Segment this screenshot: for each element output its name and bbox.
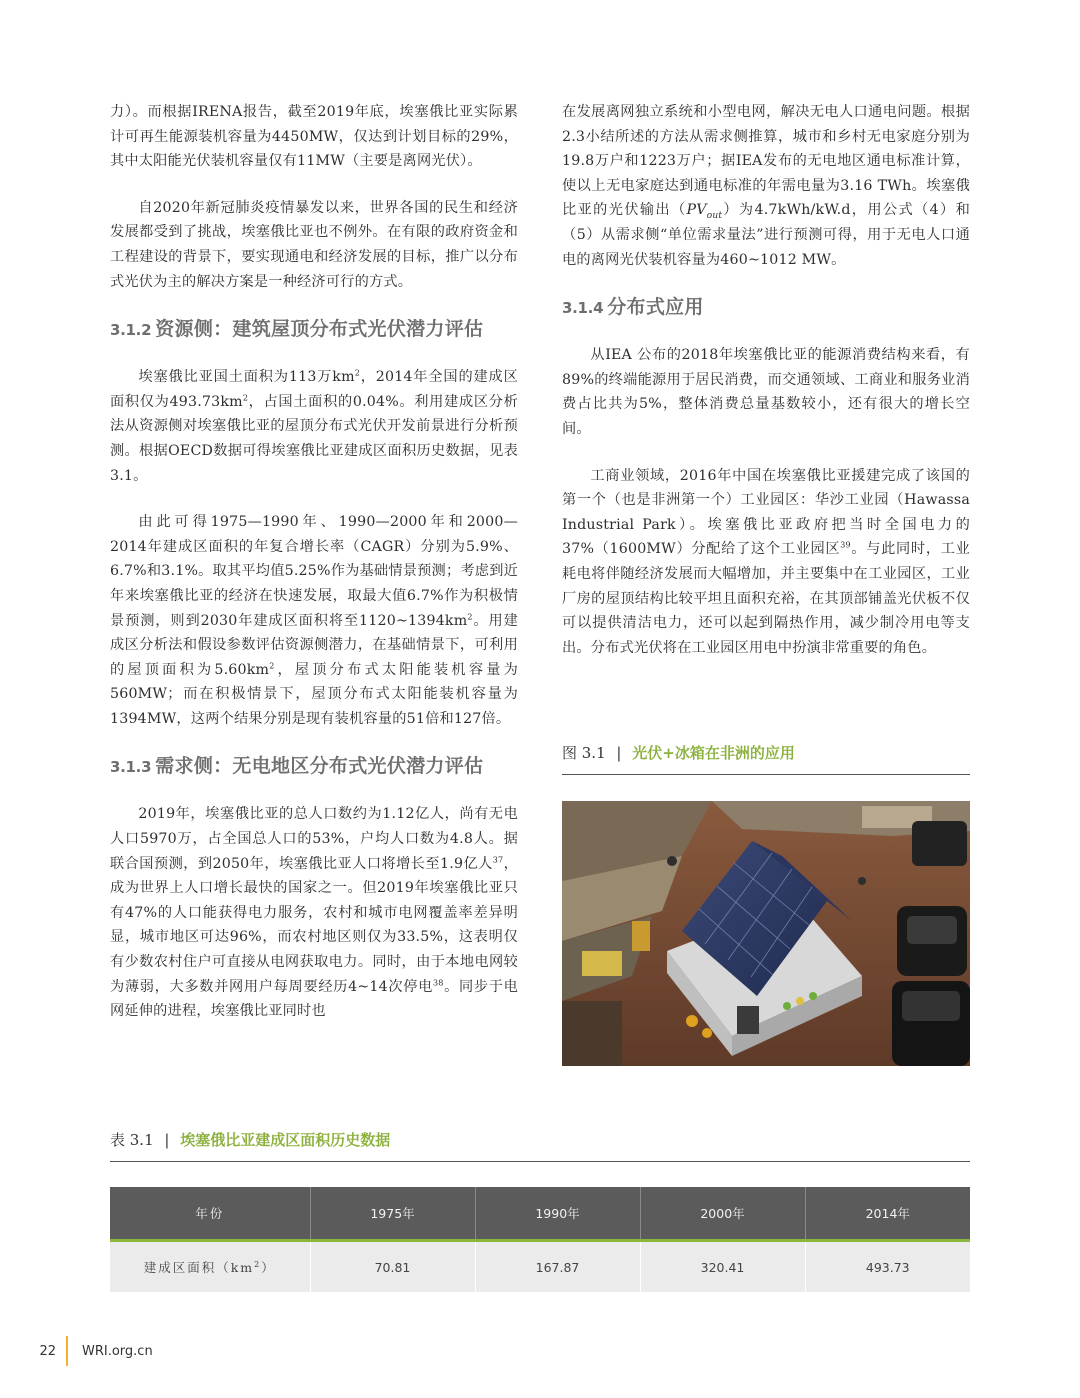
paragraph-industrial [562, 464, 970, 661]
formula-variable: PV [686, 202, 707, 219]
section-title-3-1-3 [110, 753, 518, 780]
paragraph-consumption: 从IEA 公布的2018年埃塞俄比亚的能源消费结构来看，有89%的终端能源用于居民消费，而交通领域、工商业和服务业消费占比共为5%，整体消费总量基数较小，还有很大的增长空间。 [562, 347, 970, 437]
table-header-cell: 1990年 [475, 1187, 640, 1241]
text-run: ，占国土面积的0.04%。利用建成区分析法从资源侧对埃塞俄比亚的屋顶分布式光伏开发前景进行分析预测。根据OECD数据可得埃塞俄比亚建成区面积历史数据，见表3.1。 [110, 393, 518, 484]
left-column [110, 100, 518, 1024]
car-window [902, 991, 960, 1021]
jerrycan [702, 1028, 712, 1038]
paragraph-population [110, 802, 518, 1023]
figure-photo-solar-kiosk [562, 801, 970, 1066]
person [858, 877, 866, 885]
superscript: 2 [242, 393, 249, 403]
table-caption [110, 1126, 970, 1162]
row-label-text: 建成区面积（km [143, 1260, 255, 1275]
caption-separator: | [164, 1131, 170, 1149]
section-heading: 资源侧：建筑屋顶分布式光伏潜力评估 [155, 318, 484, 341]
right-column [562, 100, 970, 660]
formula-subscript: out [706, 211, 723, 222]
kiosk-door [737, 1006, 759, 1034]
footnote-ref[interactable]: 39 [840, 540, 851, 550]
footer-divider [66, 1336, 68, 1366]
car-window [907, 916, 957, 944]
table-label: 表 3.1 [110, 1131, 154, 1149]
superscript: 2 [254, 1259, 262, 1269]
site-link[interactable]: WRI.org.cn [82, 1343, 153, 1359]
text-run: 由此可得1975—1990年、1990—2000年和2000—2014年建成区面积的年复合增长率（CAGR）分别为5.9%、6.7%和3.1%。取其平均值5.25%作为基础情景预测；考虑到近年来埃塞俄比亚的经济在快速发展，取最大值6.7%作为积极情景预测，则到2030年建成区面积将至1120~1394km [110, 514, 518, 629]
text-run: 。同步于电网延伸的进程，埃塞俄比亚同时也 [110, 978, 518, 1020]
table-cell: 320.41 [640, 1241, 805, 1293]
car [912, 821, 967, 866]
jerrycan [686, 1015, 698, 1027]
section-title-3-1-2 [110, 316, 518, 343]
figure-label: 图 3.1 [562, 744, 606, 762]
table-header-cell: 年份 [110, 1187, 310, 1241]
caption-separator: | [616, 744, 622, 762]
text-run: ）为4.7kWh/kW.d，用公式（4）和（5）从需求侧“单位需求量法”进行预测可得，用于无电人口通电的离网光伏装机容量为460~1012 MW。 [562, 202, 970, 268]
text-run: 工商业领域，2016年中国在埃塞俄比亚援建完成了该国的第一个（也是非洲第一个）工业园区：华沙工业园（Hawassa Industrial Park）。埃塞俄比亚政府把当时全国电力的37%（1600MW）分配给了这个工业园区 [562, 467, 970, 558]
footnote-ref[interactable]: 38 [432, 977, 444, 987]
text-run: 。用建成区分析法和假设参数评估资源侧潜力，在基础情景下，可利用的屋顶面积为5.60km [110, 612, 518, 678]
table-title: 埃塞俄比亚建成区面积历史数据 [180, 1131, 391, 1149]
section-heading: 分布式应用 [607, 296, 704, 319]
figure-caption [562, 740, 970, 775]
table-header-cell: 2014年 [805, 1187, 970, 1241]
superscript: 2 [467, 611, 473, 621]
paragraph-offgrid [562, 100, 970, 272]
text-run: 埃塞俄比亚国土面积为113万km [138, 369, 355, 386]
photo-illustration [562, 801, 970, 1066]
table-cell: 167.87 [475, 1241, 640, 1293]
stall-goods [582, 951, 622, 976]
paragraph-irena: 力）。而根据IRENA报告，截至2019年底，埃塞俄比亚实际累计可再生能源装机容量为4450MW，仅达到计划目标的29%，其中太阳能光伏装机容量仅有11MW（主要是离网光伏）。 [110, 104, 518, 170]
figure-title: 光伏+冰箱在非洲的应用 [632, 744, 795, 762]
paragraph-covid: 自2020年新冠肺炎疫情暴发以来，世界各国的民生和经济发展都受到了挑战，埃塞俄比亚也不例外。在有限的政府资金和工程建设的背景下，要实现通电和经济发展的目标，推广以分布式光伏为主的解决方案是一种经济可行的方式。 [110, 199, 518, 290]
text-run: ，屋顶分布式太阳能装机容量为560MW；而在积极情景下，屋顶分布式太阳能装机容量为1394MW，这两个结果分别是现有装机容量的51倍和127倍。 [110, 661, 518, 727]
text-run: ，成为世界上人口增长最快的国家之一。但2019年埃塞俄比亚只有47%的人口能获得电力服务，农村和城市电网覆盖率差异明显，城市地区可达96%，而农村地区则仅为33.5%，这表明仅有少数农村住户可直接从电网获取电力。同时，由于本地电网较为薄弱，大多数并网用户每周要经历4~14次停电 [110, 855, 518, 995]
table-row [110, 1241, 970, 1293]
kiosk-sign [796, 997, 804, 1005]
table-header-row [110, 1187, 970, 1241]
paragraph-land-area [110, 365, 518, 488]
table-cell: 493.73 [805, 1241, 970, 1293]
text-run: 2019年，埃塞俄比亚的总人口数约为1.12亿人，尚有无电人口5970万，占全国总人口的53%，户均人口数为4.8人。据联合国预测，到2050年，埃塞俄比亚人口将增长至1.9亿人 [110, 806, 518, 872]
kiosk-sign [783, 1002, 791, 1010]
superscript: 2 [354, 368, 361, 378]
text-run: ，2014年全国的建成区面积仅为493.73km [110, 369, 518, 410]
table-row-label [110, 1241, 310, 1293]
stall-goods [632, 921, 650, 951]
table-header-cell: 1975年 [310, 1187, 475, 1241]
kiosk-sign [809, 992, 817, 1000]
table-cell: 70.81 [310, 1241, 475, 1293]
section-number: 3.1.3 [110, 758, 152, 777]
section-number: 3.1.4 [562, 299, 604, 318]
stall-shadow [562, 1001, 622, 1066]
superscript: 2 [269, 660, 275, 670]
built-up-area-table [110, 1187, 970, 1292]
section-number: 3.1.2 [110, 321, 152, 340]
text-run: 在发展离网独立系统和小型电网，解决无电人口通电问题。根据2.3小结所述的方法从需求侧推算，城市和乡村无电家庭分别为19.8万户和1223万户；据IEA发布的无电地区通电标准计算，使以上无电家庭达到通电标准的年需电量为3.16 TWh。埃塞俄比亚的光伏输出（ [562, 104, 970, 219]
table-header-cell: 2000年 [640, 1187, 805, 1241]
section-heading: 需求侧：无电地区分布式光伏潜力评估 [155, 755, 484, 778]
text-run: 。与此同时，工业耗电将伴随经济发展而大幅增加，并主要集中在工业园区，工业厂房的屋顶结构比较平坦且面积充裕，在其顶部铺盖光伏板不仅可以提供清洁电力，还可以起到隔热作用，减少制冷用电等支出。分布式光伏将在工业园区用电中扮演非常重要的角色。 [562, 541, 970, 656]
section-title-3-1-4 [562, 294, 970, 321]
page-number: 22 [39, 1343, 56, 1359]
page-footer [30, 1336, 153, 1366]
row-label-text: ） [261, 1260, 276, 1275]
person [667, 856, 677, 866]
paragraph-cagr [110, 510, 518, 731]
footnote-ref[interactable]: 37 [492, 854, 504, 864]
